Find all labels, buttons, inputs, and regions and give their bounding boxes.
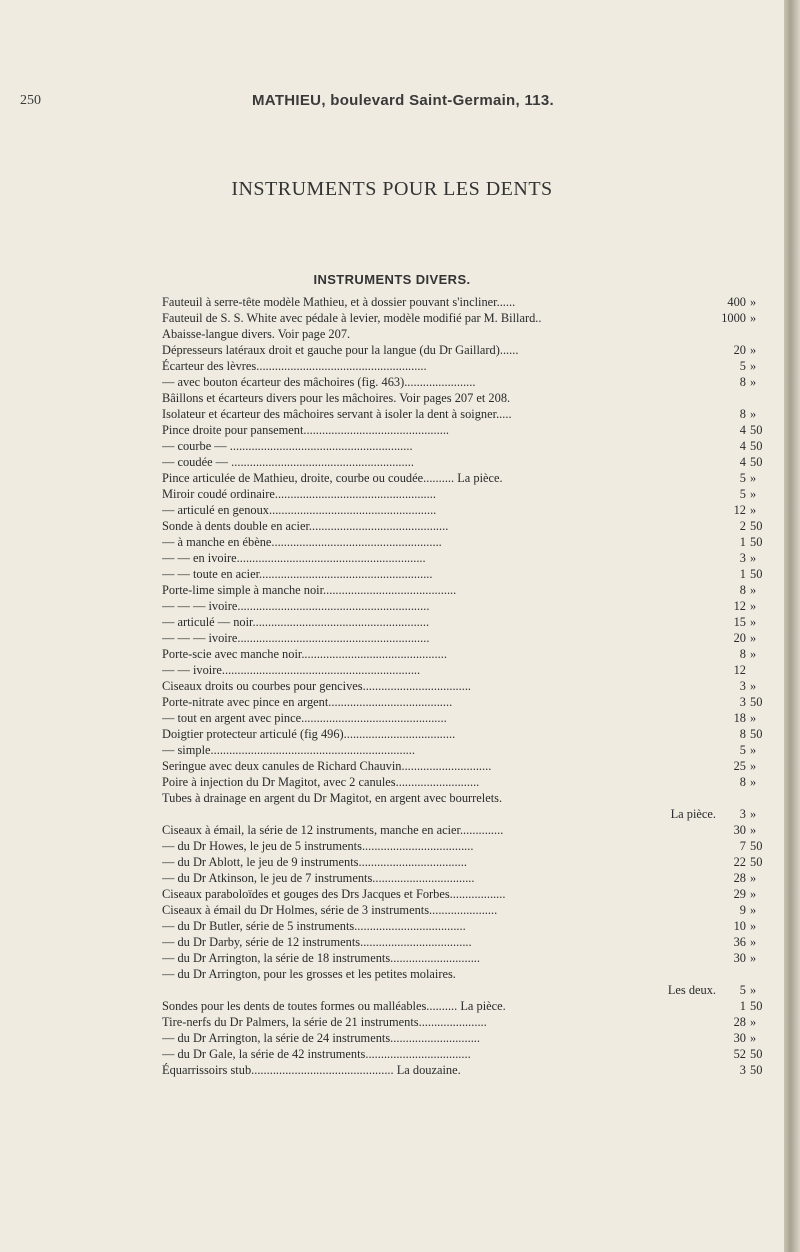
item-cents: 50 xyxy=(750,519,763,533)
list-item xyxy=(162,710,772,726)
item-label: Ciseaux droits ou courbes pour gencives................................... xyxy=(162,679,472,693)
list-item xyxy=(162,374,772,390)
item-price: 8 xyxy=(739,647,746,661)
item-label: Isolateur et écarteur des mâchoires servant à isoler la dent à soigner..... xyxy=(162,407,512,421)
list-item xyxy=(162,774,772,790)
list-item xyxy=(162,934,772,950)
item-price: 28 xyxy=(733,871,746,885)
item-cents: » xyxy=(750,407,757,421)
item-price: 52 xyxy=(733,1047,746,1061)
list-item xyxy=(162,390,772,406)
item-label: Doigtier protecteur articulé (fig 496).................................... xyxy=(162,727,456,741)
item-price: 9 xyxy=(739,903,746,917)
list-item xyxy=(162,358,772,374)
item-cents: » xyxy=(750,711,757,725)
item-label: Seringue avec deux canules de Richard Chauvin............................. xyxy=(162,759,492,773)
item-price: 36 xyxy=(733,935,746,949)
item-label: — du Dr Howes, le jeu de 5 instruments.................................... xyxy=(162,839,474,853)
item-cents: » xyxy=(750,679,757,693)
item-cents: 50 xyxy=(750,839,763,853)
item-price: 3 xyxy=(739,1063,746,1077)
item-label: — du Dr Arrington, la série de 18 instruments............................. xyxy=(162,951,480,965)
item-label: — — — ivoire.............................................................. xyxy=(162,599,430,613)
item-price: 8 xyxy=(739,727,746,741)
list-item xyxy=(162,550,772,566)
item-label: — courbe — ........................................................... xyxy=(162,439,413,453)
item-cents: » xyxy=(750,375,757,389)
item-label: Poire à injection du Dr Magitot, avec 2 canules........................... xyxy=(162,775,480,789)
item-cents: » xyxy=(750,983,757,997)
item-label: Équarrissoirs stub.............................................. La douzaine. xyxy=(162,1063,461,1077)
item-cents: 50 xyxy=(750,535,763,549)
item-price: 5 xyxy=(739,983,746,997)
item-cents: » xyxy=(750,935,757,949)
item-label: — — toute en acier........................................................ xyxy=(162,567,433,581)
item-label: Les deux. xyxy=(667,983,716,997)
list-item xyxy=(162,438,772,454)
item-price: 30 xyxy=(733,823,746,837)
item-label: — du Dr Arrington, pour les grosses et les petites molaires. xyxy=(162,967,456,981)
item-label: — du Dr Darby, série de 12 instruments.................................... xyxy=(162,935,472,949)
item-cents: » xyxy=(750,583,757,597)
page-number: 250 xyxy=(20,93,41,108)
item-price: 12 xyxy=(733,599,746,613)
list-item xyxy=(162,998,772,1014)
item-price: 12 xyxy=(733,503,746,517)
item-label: — du Dr Atkinson, le jeu de 7 instruments................................. xyxy=(162,871,475,885)
list-item xyxy=(162,838,772,854)
item-cents: 50 xyxy=(750,439,763,453)
list-item xyxy=(162,502,772,518)
item-cents: » xyxy=(750,759,757,773)
item-cents: » xyxy=(750,919,757,933)
item-cents: 50 xyxy=(750,567,763,581)
item-price: 1 xyxy=(739,535,746,549)
section-title: INSTRUMENTS DIVERS. xyxy=(313,272,471,287)
list-item xyxy=(162,822,772,838)
list-item xyxy=(162,982,772,998)
list-item xyxy=(162,966,772,982)
item-price: 12 xyxy=(733,663,746,677)
list-item xyxy=(162,294,772,310)
item-cents: » xyxy=(750,647,757,661)
item-price: 5 xyxy=(739,359,746,373)
item-cents: » xyxy=(750,599,757,613)
item-label: Pince droite pour pansement............................................... xyxy=(162,423,450,437)
item-cents: » xyxy=(750,823,757,837)
item-cents: » xyxy=(750,1015,757,1029)
item-label: — — ivoire................................................................ xyxy=(162,663,421,677)
list-item xyxy=(162,854,772,870)
item-label: — du Dr Butler, série de 5 instruments.................................... xyxy=(162,919,466,933)
item-label: — à manche en ébène....................................................... xyxy=(162,535,442,549)
list-item xyxy=(162,678,772,694)
list-item xyxy=(162,918,772,934)
item-label: Fauteuil de S. S. White avec pédale à levier, modèle modifié par M. Billard.. xyxy=(162,311,542,325)
item-price: 4 xyxy=(739,439,746,453)
item-label: — articulé — noir......................................................... xyxy=(162,615,430,629)
list-item xyxy=(162,1030,772,1046)
page-title: INSTRUMENTS POUR LES DENTS xyxy=(231,178,553,200)
item-cents: » xyxy=(750,359,757,373)
item-label: — — en ivoire............................................................. xyxy=(162,551,426,565)
item-cents: » xyxy=(750,343,757,357)
list-item xyxy=(162,582,772,598)
item-cents: 50 xyxy=(750,1063,763,1077)
item-cents: 50 xyxy=(750,999,763,1013)
item-label: Dépresseurs latéraux droit et gauche pour la langue (du Dr Gaillard)...... xyxy=(162,343,519,357)
item-cents: 50 xyxy=(750,855,763,869)
list-item xyxy=(162,662,772,678)
item-price: 1000 xyxy=(721,311,746,325)
item-cents: » xyxy=(750,1031,757,1045)
item-price: 3 xyxy=(739,807,746,821)
list-item xyxy=(162,518,772,534)
list-item xyxy=(162,902,772,918)
item-label: — du Dr Arrington, la série de 24 instruments............................. xyxy=(162,1031,480,1045)
list-item xyxy=(162,1046,772,1062)
item-label: Ciseaux à émail du Dr Holmes, série de 3 instruments...................... xyxy=(162,903,498,917)
item-price: 29 xyxy=(733,887,746,901)
item-cents: » xyxy=(750,503,757,517)
item-price: 3 xyxy=(739,695,746,709)
item-cents: » xyxy=(750,551,757,565)
item-price: 4 xyxy=(739,423,746,437)
list-item xyxy=(162,630,772,646)
item-cents: » xyxy=(750,471,757,485)
item-label: — du Dr Ablott, le jeu de 9 instruments................................... xyxy=(162,855,467,869)
list-item xyxy=(162,406,772,422)
item-price: 15 xyxy=(733,615,746,629)
item-price: 8 xyxy=(739,375,746,389)
list-item xyxy=(162,598,772,614)
item-label: Abaisse-langue divers. Voir page 207. xyxy=(162,327,351,341)
item-label: Miroir coudé ordinaire.................................................... xyxy=(162,487,436,501)
list-item xyxy=(162,342,772,358)
item-cents: 50 xyxy=(750,695,763,709)
item-label: Tubes à drainage en argent du Dr Magitot, en argent avec bourrelets. xyxy=(162,791,503,805)
item-label: Porte-lime simple à manche noir........................................... xyxy=(162,583,457,597)
item-label: — simple.................................................................. xyxy=(162,743,415,757)
item-price: 8 xyxy=(739,775,746,789)
list-item xyxy=(162,726,772,742)
list-item xyxy=(162,694,772,710)
list-item xyxy=(162,326,772,342)
list-item xyxy=(162,454,772,470)
item-price: 1 xyxy=(739,999,746,1013)
list-item xyxy=(162,742,772,758)
list-item xyxy=(162,614,772,630)
item-label: — avec bouton écarteur des mâchoires (fig. 463)....................... xyxy=(162,375,476,389)
item-label: Écarteur des lèvres....................................................... xyxy=(162,359,427,373)
item-cents: » xyxy=(750,631,757,645)
list-item xyxy=(162,534,772,550)
item-cents: 50 xyxy=(750,455,763,469)
item-label: Bâillons et écarteurs divers pour les mâchoires. Voir pages 207 et 208. xyxy=(162,391,511,405)
item-price: 4 xyxy=(739,455,746,469)
item-price: 400 xyxy=(727,295,746,309)
item-label: — tout en argent avec pince............................................... xyxy=(162,711,447,725)
price-list xyxy=(162,294,772,1078)
item-price: 20 xyxy=(733,631,746,645)
item-label: — coudée — ........................................................... xyxy=(162,455,414,469)
list-item xyxy=(162,806,772,822)
item-price: 7 xyxy=(739,839,746,853)
item-price: 8 xyxy=(739,583,746,597)
item-cents: » xyxy=(750,887,757,901)
item-cents: » xyxy=(750,807,757,821)
item-price: 30 xyxy=(733,951,746,965)
item-price: 3 xyxy=(739,551,746,565)
item-label: — — — ivoire.............................................................. xyxy=(162,631,430,645)
item-label: Ciseaux à émail, la série de 12 instruments, manche en acier.............. xyxy=(162,823,504,837)
list-item xyxy=(162,646,772,662)
list-item xyxy=(162,310,772,326)
item-cents: » xyxy=(750,487,757,501)
item-cents: » xyxy=(750,903,757,917)
list-item xyxy=(162,470,772,486)
item-price: 22 xyxy=(733,855,746,869)
list-item xyxy=(162,1014,772,1030)
list-item xyxy=(162,1062,772,1078)
item-label: Tire-nerfs du Dr Palmers, la série de 21 instruments...................... xyxy=(162,1015,487,1029)
item-cents: » xyxy=(750,775,757,789)
item-price: 20 xyxy=(733,343,746,357)
item-cents: 50 xyxy=(750,727,763,741)
item-cents: » xyxy=(750,311,757,325)
item-price: 2 xyxy=(739,519,746,533)
running-head: MATHIEU, boulevard Saint-Germain, 113. xyxy=(252,92,555,109)
list-item xyxy=(162,886,772,902)
item-price: 5 xyxy=(739,471,746,485)
item-cents: » xyxy=(750,743,757,757)
list-item xyxy=(162,422,772,438)
item-price: 3 xyxy=(739,679,746,693)
list-item xyxy=(162,758,772,774)
item-label: Sondes pour les dents de toutes formes ou malléables.......... La pièce. xyxy=(162,999,506,1013)
list-item xyxy=(162,790,772,806)
item-cents: » xyxy=(750,295,757,309)
item-cents: » xyxy=(750,615,757,629)
item-price: 30 xyxy=(733,1031,746,1045)
item-label: Porte-nitrate avec pince en argent........................................ xyxy=(162,695,453,709)
item-label: Pince articulée de Mathieu, droite, courbe ou coudée.......... La pièce. xyxy=(162,471,503,485)
item-price: 25 xyxy=(733,759,746,773)
list-item xyxy=(162,870,772,886)
item-price: 28 xyxy=(733,1015,746,1029)
item-cents: 50 xyxy=(750,1047,763,1061)
item-label: Sonde à dents double en acier............................................. xyxy=(162,519,449,533)
list-item xyxy=(162,566,772,582)
list-item xyxy=(162,950,772,966)
item-label: Ciseaux paraboloïdes et gouges des Drs Jacques et Forbes.................. xyxy=(162,887,506,901)
item-price: 8 xyxy=(739,407,746,421)
item-cents: 50 xyxy=(750,423,763,437)
item-price: 18 xyxy=(733,711,746,725)
page-edge xyxy=(784,0,800,1252)
item-label: — du Dr Gale, la série de 42 instruments.................................. xyxy=(162,1047,471,1061)
item-price: 5 xyxy=(739,743,746,757)
item-price: 5 xyxy=(739,487,746,501)
item-price: 10 xyxy=(733,919,746,933)
item-cents: » xyxy=(750,871,757,885)
item-label: Fauteuil à serre-tête modèle Mathieu, et à dossier pouvant s'incliner...... xyxy=(162,295,516,309)
item-label: — articulé en genoux...................................................... xyxy=(162,503,437,517)
item-label: La pièce. xyxy=(670,807,716,821)
list-item xyxy=(162,486,772,502)
item-label: Porte-scie avec manche noir............................................... xyxy=(162,647,447,661)
item-price: 1 xyxy=(739,567,746,581)
item-cents: » xyxy=(750,951,757,965)
